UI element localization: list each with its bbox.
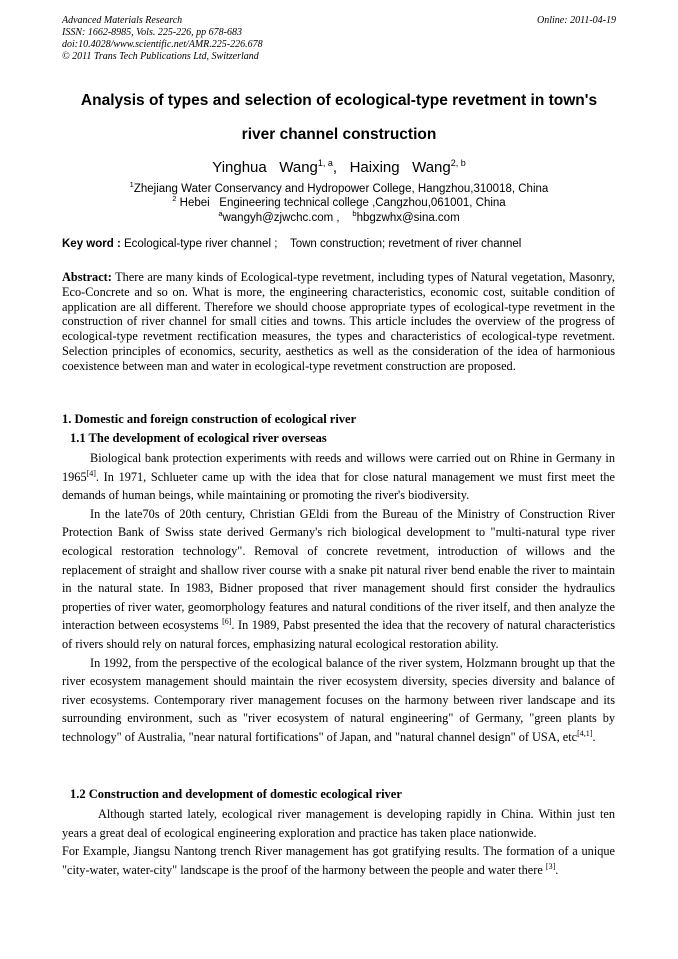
affiliation-2-sup: 2 — [172, 194, 177, 203]
paragraph-text: In 1992, from the perspective of the ecological balance of the river system, Holzmann brought up that the river ecosystem management should maintain the river ecosystem diversity, species diversity and balance of river ecosystems. Contemporary river management focuses on the harmony between river landscape and its surrounding environment, such as "river ecosystem of natural engineering" of Germany, "green plants by technology" of Australia, "near natural fortifications" of Japan, and "natural channel design" of USA, etc — [62, 655, 615, 744]
section-1-heading: 1. Domestic and foreign construction of ecological river — [62, 412, 357, 426]
email-line — [0, 209, 678, 224]
section-1-2-body — [62, 805, 615, 879]
email-a-sup: a — [218, 209, 223, 218]
affiliation-2 — [0, 194, 678, 209]
abstract — [62, 270, 615, 374]
paragraph-text: . In 1971, Schlueter came up with the idea that for close natural management we must first meet the demands of human beings, while maintaining or promoting the river's biodiversity. — [62, 469, 615, 503]
author-2-sup: 2, b — [450, 158, 466, 168]
email-b[interactable]: hbgzwhx@sina.com — [356, 211, 460, 224]
doi-line: doi:10.4028/www.scientific.net/AMR.225-226.678 — [62, 39, 263, 50]
citation[interactable]: [4,1] — [577, 728, 593, 738]
citation[interactable]: [3] — [545, 861, 556, 871]
journal-name: Advanced Materials Research — [62, 15, 183, 26]
citation[interactable]: [6] — [222, 617, 232, 627]
citation[interactable]: [4] — [86, 468, 96, 478]
email-a[interactable]: wangyh@zjwchc.com , — [222, 211, 340, 224]
keywords-text: Ecological-type river channel ; Town construction; revetment of river channel — [120, 238, 522, 250]
paragraph-text: . — [555, 862, 559, 877]
paragraph — [62, 505, 615, 654]
keywords-label: Key word : — [62, 238, 121, 250]
affiliation-1-text: Zhejiang Water Conservancy and Hydropower College, Hangzhou,310018, China — [133, 182, 549, 195]
issn-line: ISSN: 1662-8985, Vols. 225-226, pp 678-683 — [62, 27, 242, 38]
author-1-sup: 1, a — [317, 158, 333, 168]
paragraph-text: For Example, Jiangsu Nantong trench River management has got gratifying results. The formation of a unique "city-water, water-city" landscape is the proof of the harmony between the people and water there — [62, 844, 615, 877]
section-1-1-heading: 1.1 The development of ecological river overseas — [70, 431, 327, 445]
copyright-line: © 2011 Trans Tech Publications Ltd, Switzerland — [62, 51, 259, 62]
paper-title-line-1: Analysis of types and selection of ecological-type revetment in town's — [80, 92, 598, 109]
paragraph — [62, 654, 615, 747]
author-1-name: Yinghua Wang — [212, 159, 318, 176]
affiliation-2-text: Hebei Engineering technical college ,Cangzhou,061001, China — [176, 196, 506, 209]
abstract-text: There are many kinds of Ecological-type revetment, including types of Natural vegetation, Masonry, Eco-Concrete and so on. What is more, the engineering characteristics, economic cost, suitable condition of application are all different. Therefore we should choose appropriate types of ecological-type revetment in the construction of river channel for small cities and towns. This article includes the overview of the progress of ecological-type revetment rectification measures, the types and characteristics of ecological-type revetment. Selection principles of economics, security, aesthetics as well as the consideration of the idea of harmonious coexistence between man and water in ecological-type revetment construction are proposed. — [62, 270, 615, 373]
online-date: Online: 2011-04-19 — [537, 15, 616, 26]
paragraph-text: In the late70s of 20th century, Christian GEldi from the Bureau of the Ministry of Construction River Protection Bank of Swiss state derived Germany's rich biological development to "multi-natural type river ecological restoration technology". Removal of concrete revetment, introduction of willows and the replacement of straight and shallow river course with a snake pit natural river bend enable the river to maintain in the natural state. In 1983, Bidner proposed that river management should first consider the hydraulics properties of river water, geomorphology features and natural conditions of the river itself, and then analyze the interaction between ecosystems — [62, 506, 615, 633]
author-list — [0, 158, 678, 176]
author-2-name: Haixing Wang — [349, 159, 451, 176]
author-separator: , — [332, 159, 350, 176]
section-1-2-heading: 1.2 Construction and development of domestic ecological river — [70, 787, 402, 801]
abstract-label: Abstract: — [62, 270, 112, 284]
paper-title-line-2: river channel construction — [241, 126, 437, 143]
paragraph: Although started lately, ecological river management is developing rapidly in China. Within just ten years a great deal of ecological engineering exploration and practice has taken place nationwide. — [62, 807, 615, 840]
paragraph-text: Biological bank protection experiments with reeds and willows were carried out on Rhine in Germany in 1965 — [62, 451, 615, 484]
affiliation-1-sup: 1 — [129, 180, 134, 189]
paragraph-text: . In 1989, Pabst presented the idea that the recovery of natural characteristics of rivers should rely on natural forces, emphasizing natural ecological restoration ability. — [62, 618, 615, 651]
paragraph — [62, 449, 615, 505]
affiliation-1 — [0, 180, 678, 195]
email-b-sup: b — [352, 209, 357, 218]
paragraph-text: . — [592, 729, 596, 744]
section-1-1-body — [62, 449, 615, 747]
paragraph — [62, 842, 615, 879]
keywords — [62, 238, 622, 250]
